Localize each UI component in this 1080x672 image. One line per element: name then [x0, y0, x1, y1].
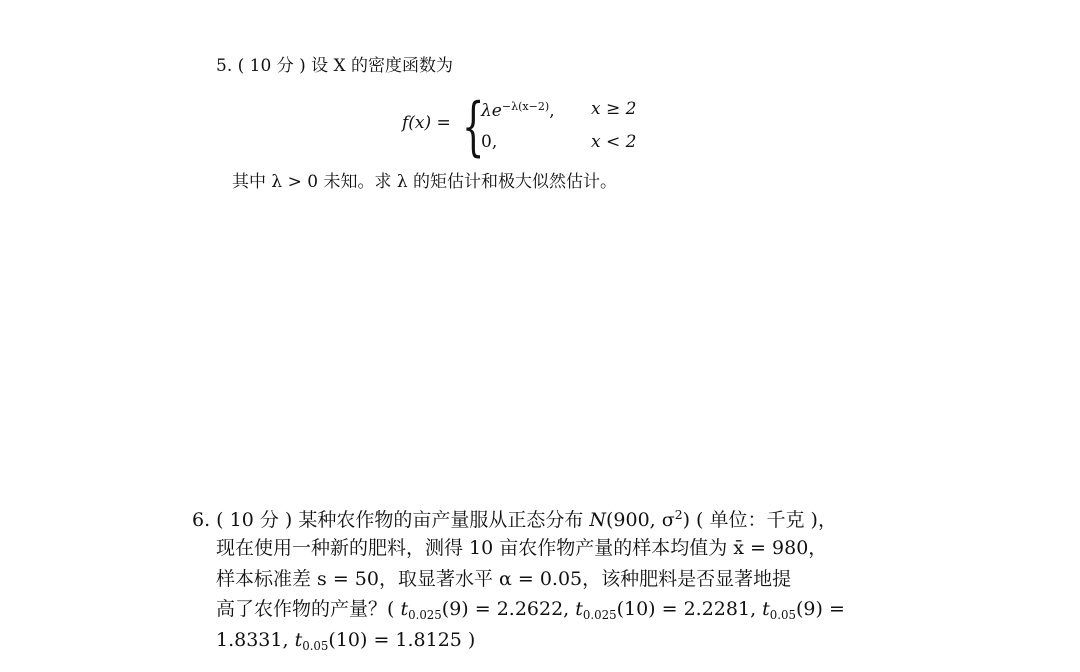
case-1-condition: x ≥ 2 [591, 99, 637, 119]
problem-5-note: 其中 λ > 0 未知。求 λ 的矩估计和极大似然估计。 [232, 172, 618, 192]
problem-6-line-1: 6. ( 10 分 ) 某种农作物的亩产量服从正态分布 N(900, $\sigma^2$) ( 单位：千克 )， [192, 508, 837, 531]
case-1-expression: $\lambda e^{-\lambda(x-2)}$, [481, 100, 555, 122]
density-function-lhs [402, 115, 451, 132]
problem-6-line-4: 高了农作物的产量？( $t_{0.025}(9) = 2.2622$, $t_{0.025}(10) = 2.2281$, $t_{0.05}(9)$ = [216, 598, 845, 623]
problem-5-header: 5. ( 10 分 ) 设 X 的密度函数为 [216, 56, 454, 76]
piecewise-brace: { [462, 90, 485, 164]
problem-6-line-5: 1.8331, $t_{0.05}(10) = 1.8125$ ) [216, 629, 476, 654]
problem-6-line-2: 现在使用一种新的肥料，测得 10 亩农作物产量的样本均值为 x̄ = 980， [216, 537, 828, 559]
problem-6-line-3: 样本标准差 s = 50，取显著水平 α = 0.05，该种肥料是否显著地提 [216, 568, 792, 590]
f-of-x: f(x) = [402, 113, 451, 133]
case-2-expression: 0, [481, 132, 498, 152]
case-2-condition: x < 2 [591, 132, 637, 152]
